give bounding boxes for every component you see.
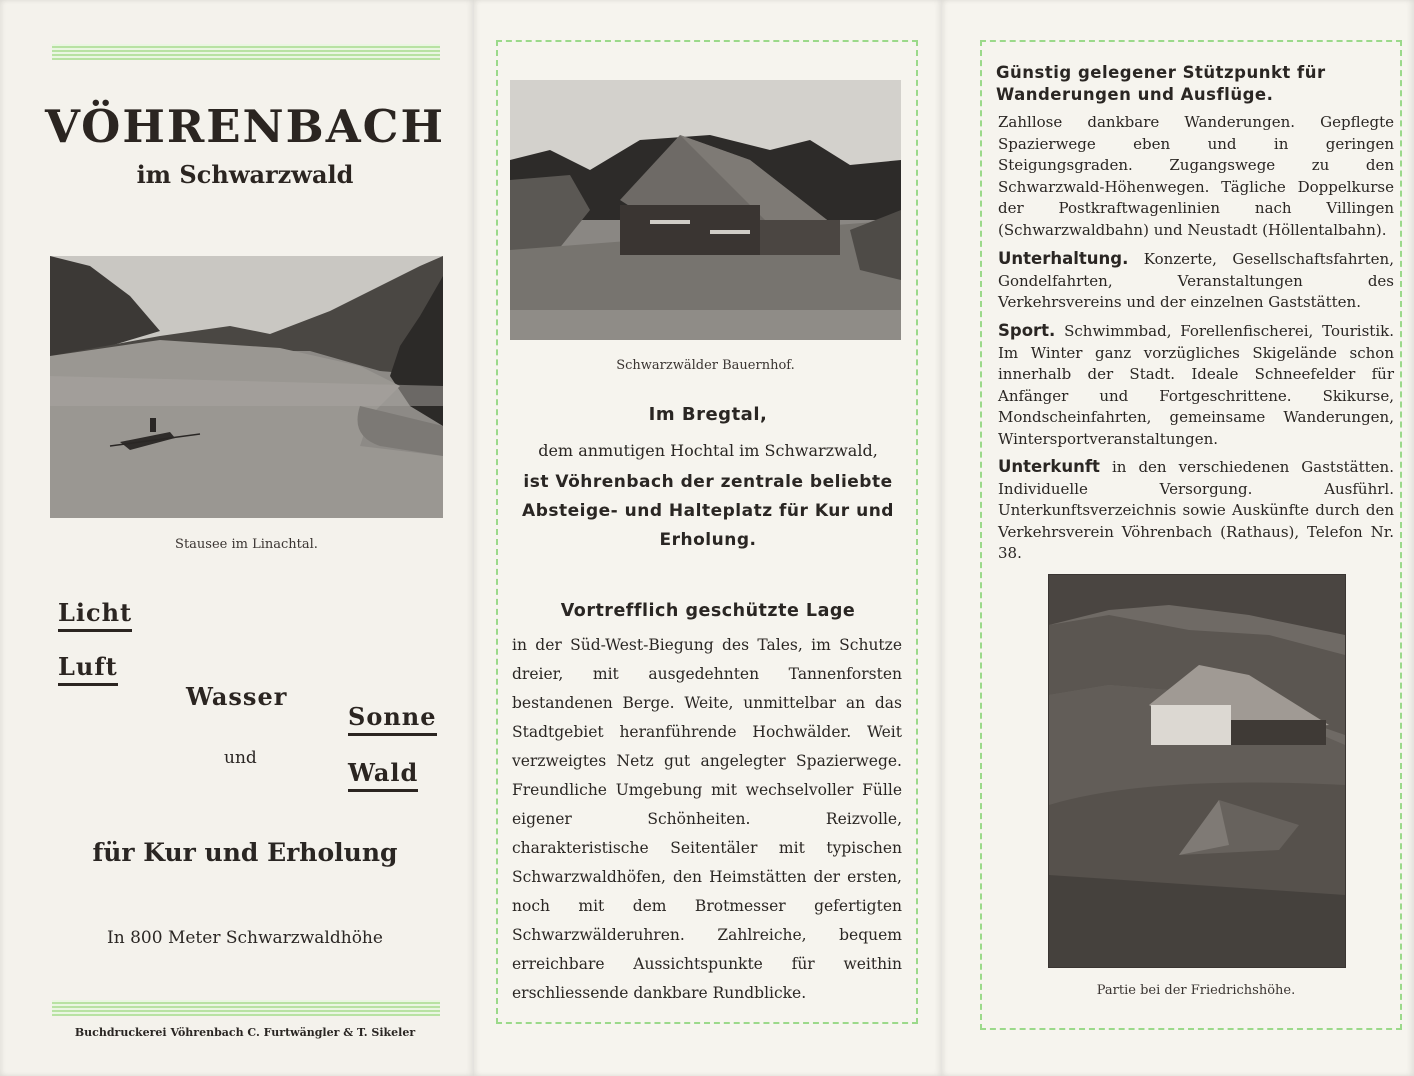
section-text-lage: in der Süd-West-Biegung des Tales, im Schutze dreier, mit ausgedehnten Tannenforsten bestandenen Berge. Weite, unmittelbar an das Stadtgebiet heranführende Hochwälder. Weit verzweigtes Netz gut angelegter Spazierwege. Freundliche Umgebung mit wechselvoller Fülle eigener Schönheiten. Reizvolle, charakteristische Seitentäler mit typischen Schwarzwaldhöfen, den Heimstätten der ersten, noch mit dem Brotmesser gefertigten Schwarzwälderuhren. Zahlreiche, bequem erreichbare Aussichtspunkte für weithin erschliessende dankbare Rundblicke. — [512, 636, 902, 1002]
farmhouse-caption: Schwarzwälder Bauernhof. — [616, 358, 795, 373]
unterkunft-paragraph — [998, 456, 1394, 565]
sport-label: Sport. — [998, 321, 1056, 340]
wanderungen-heading: Günstig gelegener Stützpunkt für Wanderungen und Ausflüge. — [996, 63, 1326, 104]
word-luft: Luft — [58, 652, 118, 686]
unterhaltung-label: Unterhaltung. — [998, 249, 1129, 268]
cover-subtitle: im Schwarzwald — [136, 160, 354, 189]
friedrichshoehe-photo — [1048, 574, 1346, 968]
right-panel — [942, 0, 1414, 1076]
lake-photo-caption: Stausee im Linachtal. — [175, 537, 318, 552]
sport-paragraph — [998, 320, 1394, 450]
word-sonne: Sonne — [348, 702, 437, 736]
farmhouse-photo — [510, 80, 901, 340]
middle-panel — [474, 0, 942, 1076]
unterkunft-label: Unterkunft — [998, 457, 1100, 476]
altitude-text: In 800 Meter Schwarzwaldhöhe — [107, 928, 383, 948]
bold-statement: ist Vöhrenbach der zentrale beliebte Absteige- und Halteplatz für Kur und Erholung. — [522, 472, 894, 550]
printer-credit: Buchdruckerei Vöhrenbach C. Furtwängler & T. Sikeler — [74, 1026, 416, 1039]
section-heading-lage: Vortrefflich geschützte Lage — [560, 601, 856, 621]
bottom-green-border — [52, 1000, 440, 1016]
sport-text: Schwimmbad, Forellenfischerei, Touristik. Im Winter ganz vorzügliches Skigelände schon innerhalb der Stadt. Ideale Schneefelder für Anfänger und Fortgeschrittene. Skikurse, Mondscheinfahrten, gemeinsame Wanderungen, Wintersportveranstaltungen. — [998, 322, 1394, 448]
word-wald: Wald — [348, 758, 418, 792]
bregtal-line: dem anmutigen Hochtal im Schwarzwald, — [538, 441, 878, 460]
word-und: und — [224, 748, 257, 768]
cover-panel — [0, 0, 474, 1076]
unterkunft-text: in den verschiedenen Gaststätten. Individuelle Versorgung. Ausführl. Unterkunftsverzeichnis sowie Auskünfte durch den Verkehrsverein Vöhrenbach (Rathaus), Telefon Nr. 38. — [998, 458, 1394, 562]
unterhaltung-text: Konzerte, Gesellschaftsfahrten, Gondelfahrten, Veranstaltungen des Verkehrsvereins und der einzelnen Gaststätten. — [998, 250, 1394, 311]
lake-photo — [50, 256, 443, 518]
wanderungen-text: Zahllose dankbare Wanderungen. Gepflegte Spazierwege eben und in geringen Steigungsgraden. Zugangswege zu den Schwarzwald-Höhenwegen. Tägliche Doppelkurse der Postkraftwagenlinien nach Villingen (Schwarzwaldbahn) und Neustadt (Höllentalbahn). — [998, 113, 1394, 239]
word-licht: Licht — [58, 598, 132, 632]
cover-title: VÖHRENBACH — [45, 100, 445, 153]
cover-tagline: für Kur und Erholung — [92, 838, 398, 867]
unterhaltung-paragraph — [998, 248, 1394, 314]
word-wasser: Wasser — [186, 682, 288, 711]
friedrichshoehe-caption: Partie bei der Friedrichshöhe. — [1096, 983, 1296, 998]
bregtal-heading: Im Bregtal, — [648, 404, 768, 425]
top-green-border — [52, 44, 440, 60]
